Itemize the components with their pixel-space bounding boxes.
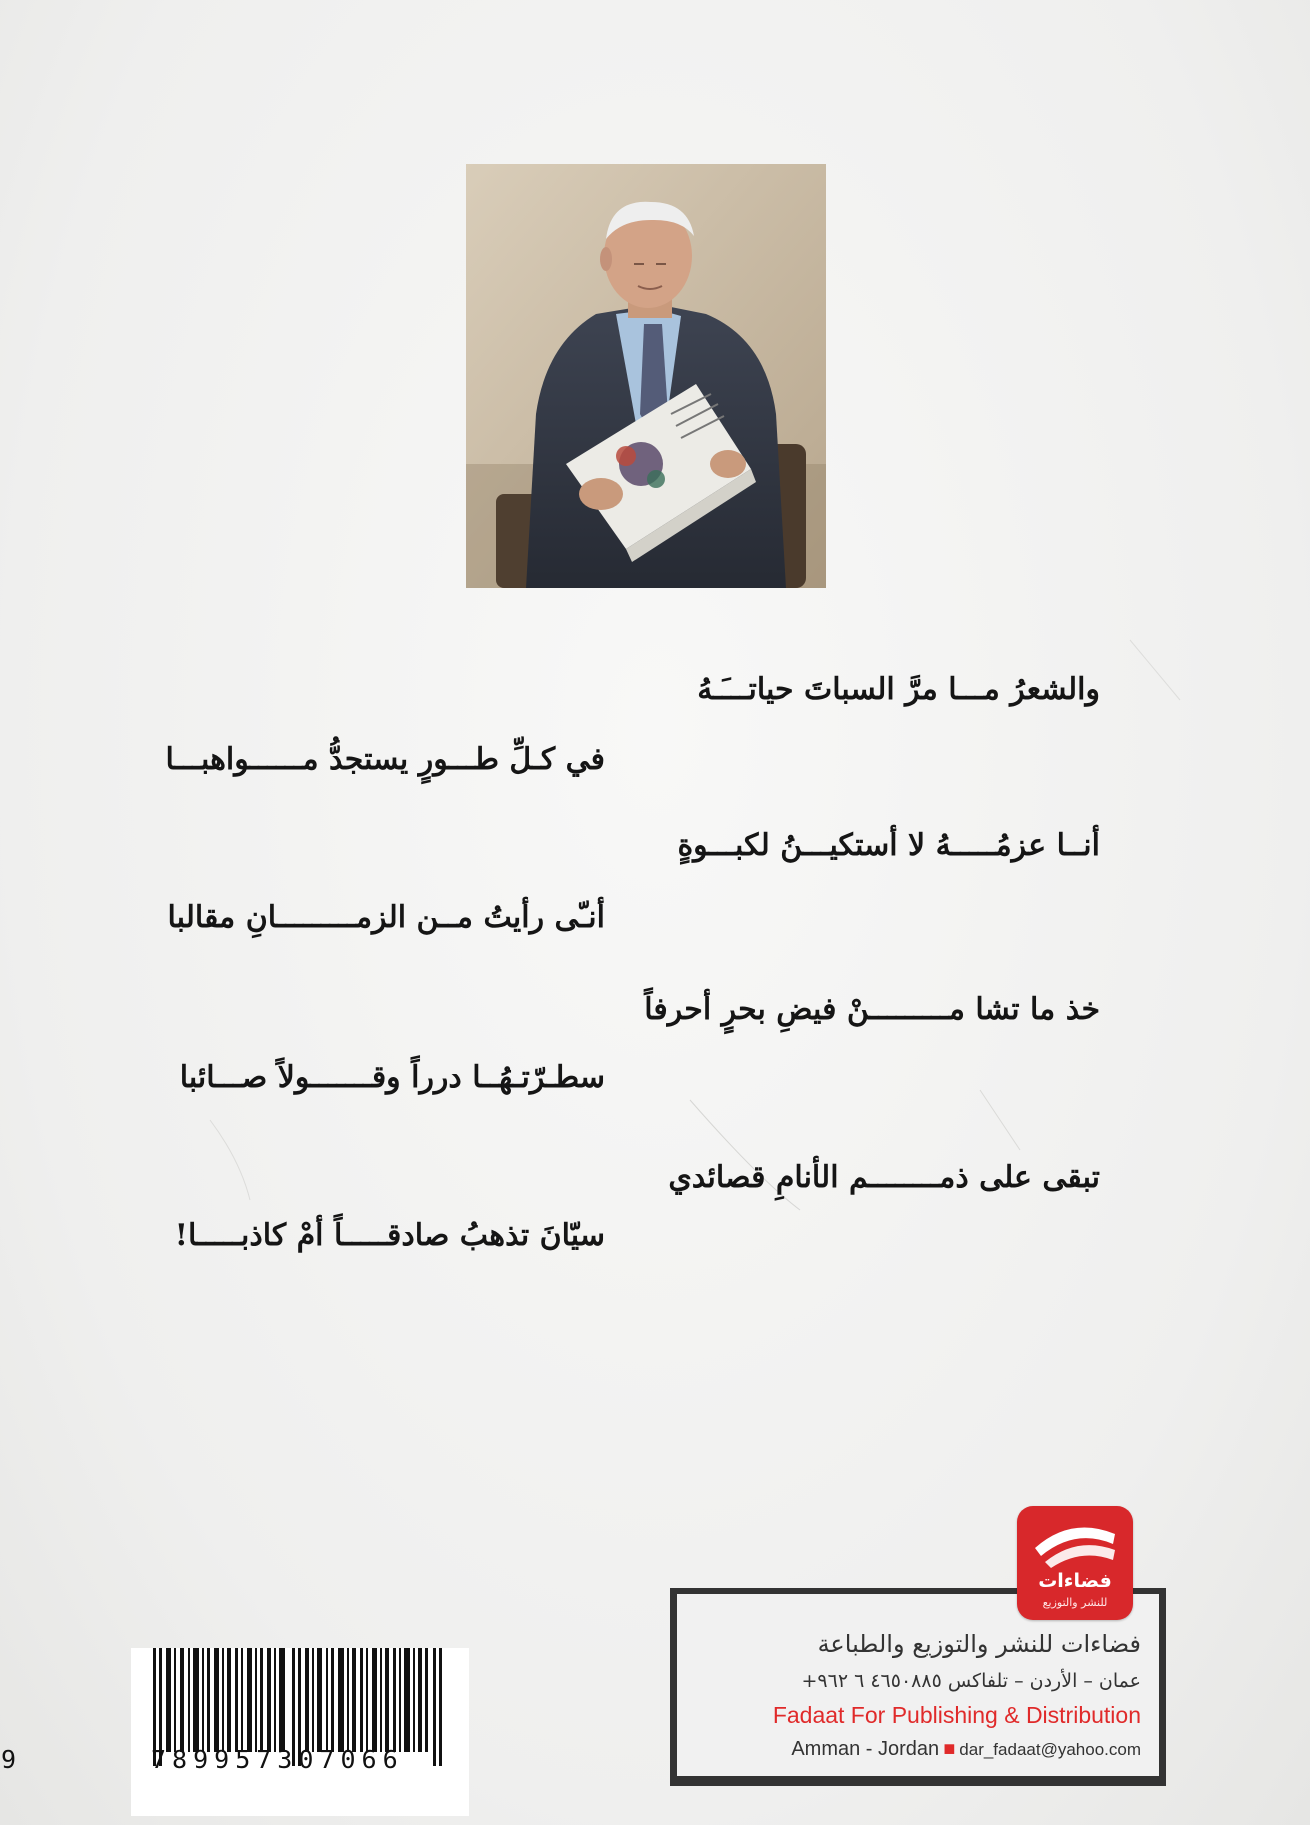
poem-line-7: تبقى على ذمــــــــم الأنامِ قصائدي — [668, 1160, 1100, 1195]
poem-line-2: في كـلِّ طـــورٍ يستجدُّ مــــــواهبـــا — [165, 742, 605, 777]
publisher-contact — [791, 1738, 1141, 1761]
isbn-digits: 789957307066 — [151, 1745, 404, 1774]
logo-text: فضاءات — [1038, 1570, 1112, 1592]
poem-line-8: سيّانَ تذهبُ صادقـــــاً أمْ كاذبـــــا! — [174, 1218, 605, 1253]
publisher-name-english: Fadaat For Publishing & Distribution — [772, 1702, 1141, 1728]
poem-line-3: أنــا عزمُـــــهُ لا أستكيـــنُ لكبـــوةٍ — [677, 828, 1100, 863]
poem-line-5: خذ ما تشا مـــــــــنْ فيضِ بحرٍ أحرفاً — [644, 992, 1100, 1027]
publisher-address-arabic: عمان – الأردن – تلفاكس ٤٦٥٠٨٨٥ ٦ ٩٦٢+ — [801, 1670, 1141, 1692]
isbn-first-digit: 9 — [1, 1745, 17, 1774]
book-pages-icon — [1031, 1518, 1119, 1570]
publisher-logo — [1017, 1506, 1133, 1620]
barcode-bars — [131, 1648, 469, 1816]
poem-line-4: أنـّى رأيتُ مــن الزمـــــــــانِ مقالبا — [167, 900, 605, 935]
poem-line-6: سطـرّتـهُــا درراً وقـــــــولاً صـــائبا — [179, 1060, 605, 1095]
publisher-box-inner — [677, 1594, 1159, 1776]
author-photo — [466, 164, 826, 588]
publisher-name-arabic: فضاءات للنشر والتوزيع والطباعة — [817, 1630, 1141, 1658]
publisher-city: Amman - Jordan — [791, 1738, 940, 1760]
barcode — [131, 1648, 469, 1816]
separator-dot-icon: ■ — [943, 1738, 956, 1760]
publisher-email: dar_fadaat@yahoo.com — [959, 1740, 1141, 1759]
author-portrait-image — [466, 164, 826, 588]
poem-line-1: والشعرُ مـــا مرَّ السباتَ حياتـــَـهُ — [697, 672, 1100, 707]
logo-subtext: للنشر والتوزيع — [1042, 1596, 1108, 1609]
